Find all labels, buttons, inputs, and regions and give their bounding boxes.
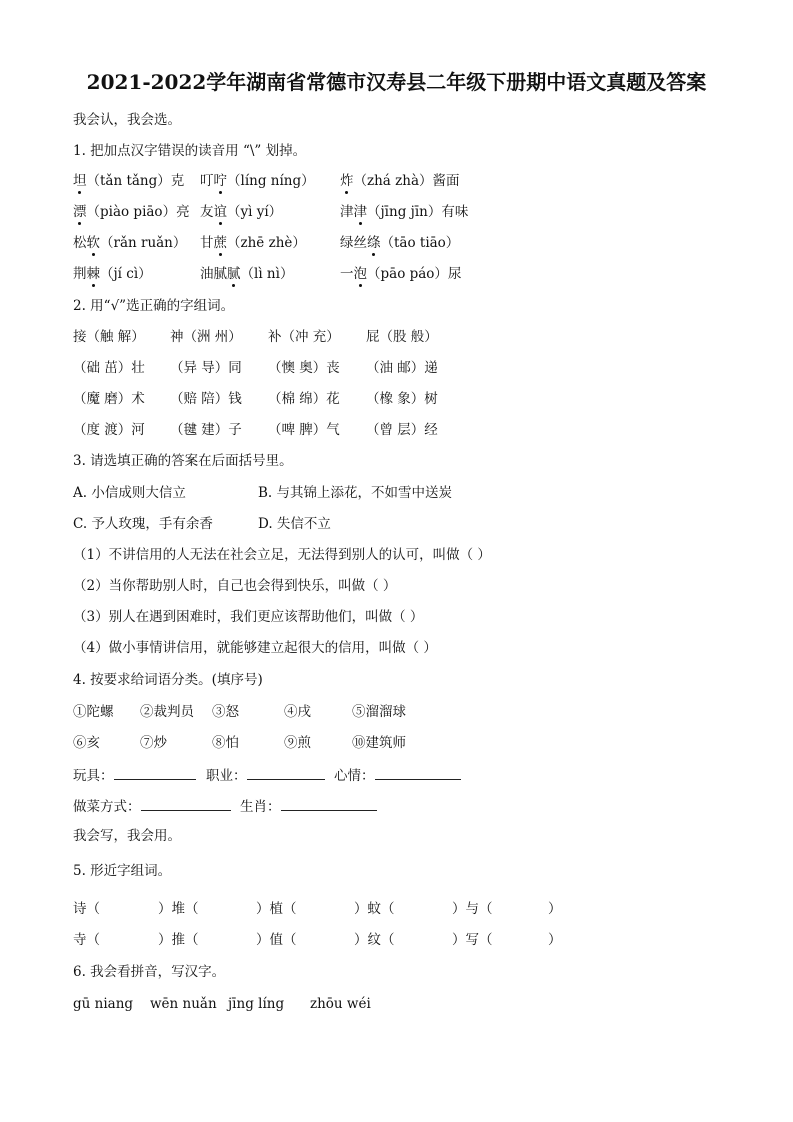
pinyin-options[interactable]: （jí cì）: [100, 266, 152, 282]
q4-word: ⑧怕: [212, 735, 239, 751]
q1-item: [200, 203, 282, 221]
word-prefix: 友: [200, 204, 214, 220]
dotted-character[interactable]: 津: [353, 204, 367, 220]
pinyin-options[interactable]: （piào piāo）亮: [86, 204, 190, 220]
q1-item: [340, 203, 468, 221]
answer-blank-cook[interactable]: [141, 796, 231, 811]
q1-item: [73, 234, 186, 252]
page-title: 2021-2022学年湖南省常德市汉寿县二年级下册期中语文真题及答案: [86, 70, 707, 94]
q1-item: [340, 172, 460, 190]
q5-segment: ）: [548, 932, 562, 948]
pinyin-options[interactable]: （tāo tiāo）: [380, 235, 460, 251]
pinyin-options[interactable]: （líng níng）: [227, 173, 315, 189]
option-a: A. 小信成则大信立: [73, 485, 186, 501]
q2-choice[interactable]: （异 导）同: [170, 360, 242, 376]
section-heading-recognize: 我会认，我会选。: [73, 112, 181, 128]
q4-word: ②裁判员: [140, 704, 194, 720]
option-d: D. 失信不立: [258, 516, 331, 532]
q5-segment: ）值（: [256, 932, 297, 948]
q4-word: ⑩建筑师: [352, 735, 406, 751]
pinyin-options[interactable]: （rǎn ruǎn）: [100, 235, 187, 251]
q4-word: ⑦炒: [140, 735, 167, 751]
q5-segment: ）与（: [452, 901, 493, 917]
dotted-character[interactable]: 坦: [73, 173, 87, 189]
pinyin-word: gū niang: [73, 996, 134, 1012]
category-zodiac-label: 生肖：: [240, 799, 281, 815]
dotted-character[interactable]: 腻: [227, 266, 241, 282]
pinyin-word: jīng líng: [228, 996, 285, 1012]
category-toy-label: 玩具：: [73, 768, 114, 784]
question-3-item-4: （4）做小事情讲信用，就能够建立起很大的信用，叫做（ ）: [73, 640, 437, 656]
pinyin-word: zhōu wéi: [310, 996, 371, 1012]
category-zodiac: [240, 796, 377, 816]
q1-item: [73, 265, 152, 283]
question-1-prompt: 1. 把加点汉字错误的读音用 “\” 划掉。: [73, 143, 307, 159]
dotted-character[interactable]: 咛: [213, 173, 227, 189]
q2-choice[interactable]: 神（洲 州）: [170, 329, 242, 345]
q5-segment: ）堆（: [158, 901, 199, 917]
pinyin-word: wēn nuǎn: [150, 996, 217, 1012]
word-prefix: 一: [340, 266, 354, 282]
word-prefix: 叮: [200, 173, 214, 189]
q2-choice[interactable]: （赔 陪）钱: [170, 391, 242, 407]
q1-item: [200, 234, 306, 252]
q2-choice[interactable]: （础 茁）壮: [73, 360, 145, 376]
dotted-character[interactable]: 棘: [86, 266, 100, 282]
word-prefix: 荆: [73, 266, 87, 282]
q2-choice[interactable]: 接（触 解）: [73, 329, 145, 345]
q4-word: ①陀螺: [73, 704, 114, 720]
dotted-character[interactable]: 漂: [73, 204, 87, 220]
q2-choice[interactable]: （橡 象）树: [366, 391, 438, 407]
q4-word: ⑨煎: [284, 735, 311, 751]
question-3-item-3: （3）别人在遇到困难时，我们更应该帮助他们，叫做（ ）: [73, 609, 424, 625]
word-prefix: 松: [73, 235, 87, 251]
option-c: C. 予人玫瑰，手有余香: [73, 516, 213, 532]
question-3-item-1: （1）不讲信用的人无法在社会立足，无法得到别人的认可，叫做（ ）: [73, 547, 491, 563]
q2-choice[interactable]: （啤 脾）气: [268, 422, 340, 438]
category-job-label: 职业：: [206, 768, 247, 784]
q2-choice[interactable]: （油 邮）递: [366, 360, 438, 376]
q2-choice[interactable]: （毽 建）子: [170, 422, 242, 438]
dotted-character[interactable]: 泡: [353, 266, 367, 282]
word-prefix: 甘: [200, 235, 214, 251]
q5-segment: 诗（: [73, 901, 100, 917]
question-5-prompt: 5. 形近字组词。: [73, 863, 172, 879]
dotted-character[interactable]: 炸: [340, 173, 354, 189]
category-mood-label: 心情：: [334, 768, 375, 784]
question-2-prompt: 2. 用“√”选正确的字组词。: [73, 298, 235, 314]
q1-item: [340, 265, 461, 283]
q5-segment: 寺（: [73, 932, 100, 948]
q5-segment: ）植（: [256, 901, 297, 917]
q2-choice[interactable]: （曾 层）经: [366, 422, 438, 438]
q5-segment: ）: [548, 901, 562, 917]
q1-item: [73, 203, 190, 221]
q1-item: [200, 172, 315, 190]
q4-word: ③怒: [212, 704, 239, 720]
dotted-character[interactable]: 绦: [367, 235, 381, 251]
pinyin-options[interactable]: （zhá zhà）酱面: [353, 173, 460, 189]
q2-choice[interactable]: （魔 磨）术: [73, 391, 145, 407]
q4-word: ④戌: [284, 704, 311, 720]
pinyin-options[interactable]: （jīng jīn）有味: [367, 204, 469, 220]
q1-item: [340, 234, 459, 252]
q2-choice[interactable]: （懊 奥）丧: [268, 360, 340, 376]
q1-item: [73, 172, 184, 190]
q2-choice[interactable]: （棉 绵）花: [268, 391, 340, 407]
q2-choice[interactable]: 屁（股 般）: [366, 329, 438, 345]
answer-blank-zodiac[interactable]: [281, 796, 377, 811]
pinyin-options[interactable]: （yì yí）: [227, 204, 283, 220]
option-b: B. 与其锦上添花，不如雪中送炭: [258, 485, 453, 501]
pinyin-options[interactable]: （pāo páo）尿: [367, 266, 462, 282]
pinyin-options[interactable]: （zhē zhè）: [227, 235, 306, 251]
dotted-character[interactable]: 谊: [213, 204, 227, 220]
category-cook: [73, 796, 231, 816]
question-3-prompt: 3. 请选填正确的答案在后面括号里。: [73, 453, 293, 469]
pinyin-options[interactable]: （lì nì）: [240, 266, 294, 282]
word-prefix: 绿丝: [340, 235, 367, 251]
word-prefix: 油腻: [200, 266, 227, 282]
q2-choice[interactable]: 补（冲 充）: [268, 329, 340, 345]
q2-choice[interactable]: （度 渡）河: [73, 422, 145, 438]
category-job: [206, 765, 325, 785]
category-mood: [334, 765, 461, 785]
answer-blank-job[interactable]: [247, 765, 325, 780]
q5-segment: ）蚊（: [354, 901, 395, 917]
dotted-character[interactable]: 软: [86, 235, 100, 251]
word-prefix: 津: [340, 204, 354, 220]
question-3-item-2: （2）当你帮助别人时，自己也会得到快乐，叫做（ ）: [73, 578, 397, 594]
answer-blank-mood[interactable]: [375, 765, 461, 780]
q5-segment: ）写（: [452, 932, 493, 948]
question-6-prompt: 6. 我会看拼音，写汉字。: [73, 964, 226, 980]
dotted-character[interactable]: 蔗: [213, 235, 227, 251]
category-toy: [73, 765, 196, 785]
q5-segment: ）推（: [158, 932, 199, 948]
pinyin-options[interactable]: （tǎn tǎng）克: [86, 173, 185, 189]
question-4-prompt: 4. 按要求给词语分类。(填序号): [73, 672, 263, 688]
q1-item: [200, 265, 293, 283]
q4-word: ⑥亥: [73, 735, 100, 751]
q5-segment: ）纹（: [354, 932, 395, 948]
section-heading-write: 我会写，我会用。: [73, 828, 181, 844]
category-cook-label: 做菜方式：: [73, 799, 141, 815]
answer-blank-toy[interactable]: [114, 765, 196, 780]
q4-word: ⑤溜溜球: [352, 704, 406, 720]
